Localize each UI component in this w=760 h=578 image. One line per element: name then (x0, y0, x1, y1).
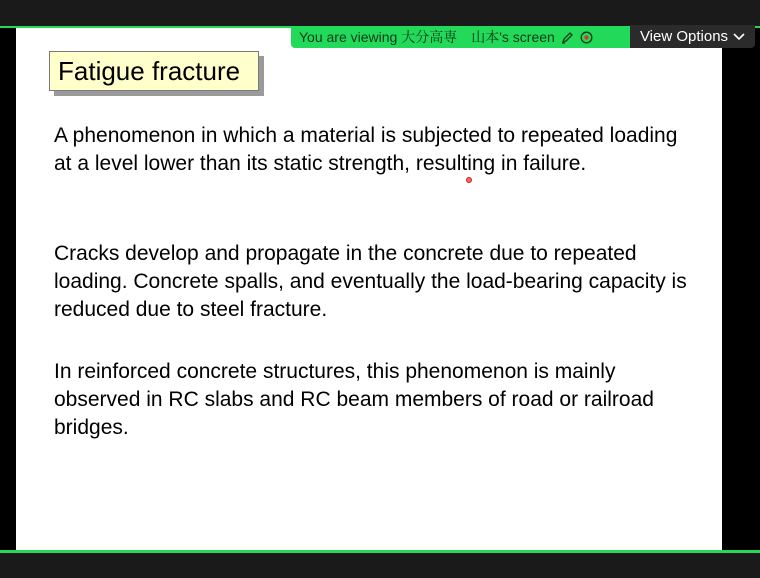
view-options-label: View Options (639, 28, 729, 45)
stop-share-icon[interactable] (580, 31, 593, 44)
top-bar (0, 0, 760, 26)
slide-paragraph-3: In reinforced concrete structures, this phenomenon is mainly observed in RC slabs and RC beam members of road or railroad bridges. (54, 360, 654, 439)
slide-paragraph-2: Cracks develop and propagate in the concrete due to repeated loading. Concrete spalls, and eventually the load-bearing capacity is reduced due to steel fracture. (54, 242, 687, 321)
viewing-banner (291, 26, 630, 48)
slide-paragraph-1: A phenomenon in which a material is subjected to repeated loading at a level lower than its static strength, resulting in failure. (54, 124, 678, 175)
laser-pointer (466, 177, 472, 183)
bottom-bar (0, 553, 760, 578)
viewing-banner-text: You are viewing 大分高専 山本's screen (299, 29, 555, 45)
view-options-button[interactable] (630, 25, 755, 48)
pen-icon[interactable] (561, 31, 574, 44)
chevron-down-icon (733, 28, 745, 45)
slide-title: Fatigue fracture (49, 51, 259, 91)
